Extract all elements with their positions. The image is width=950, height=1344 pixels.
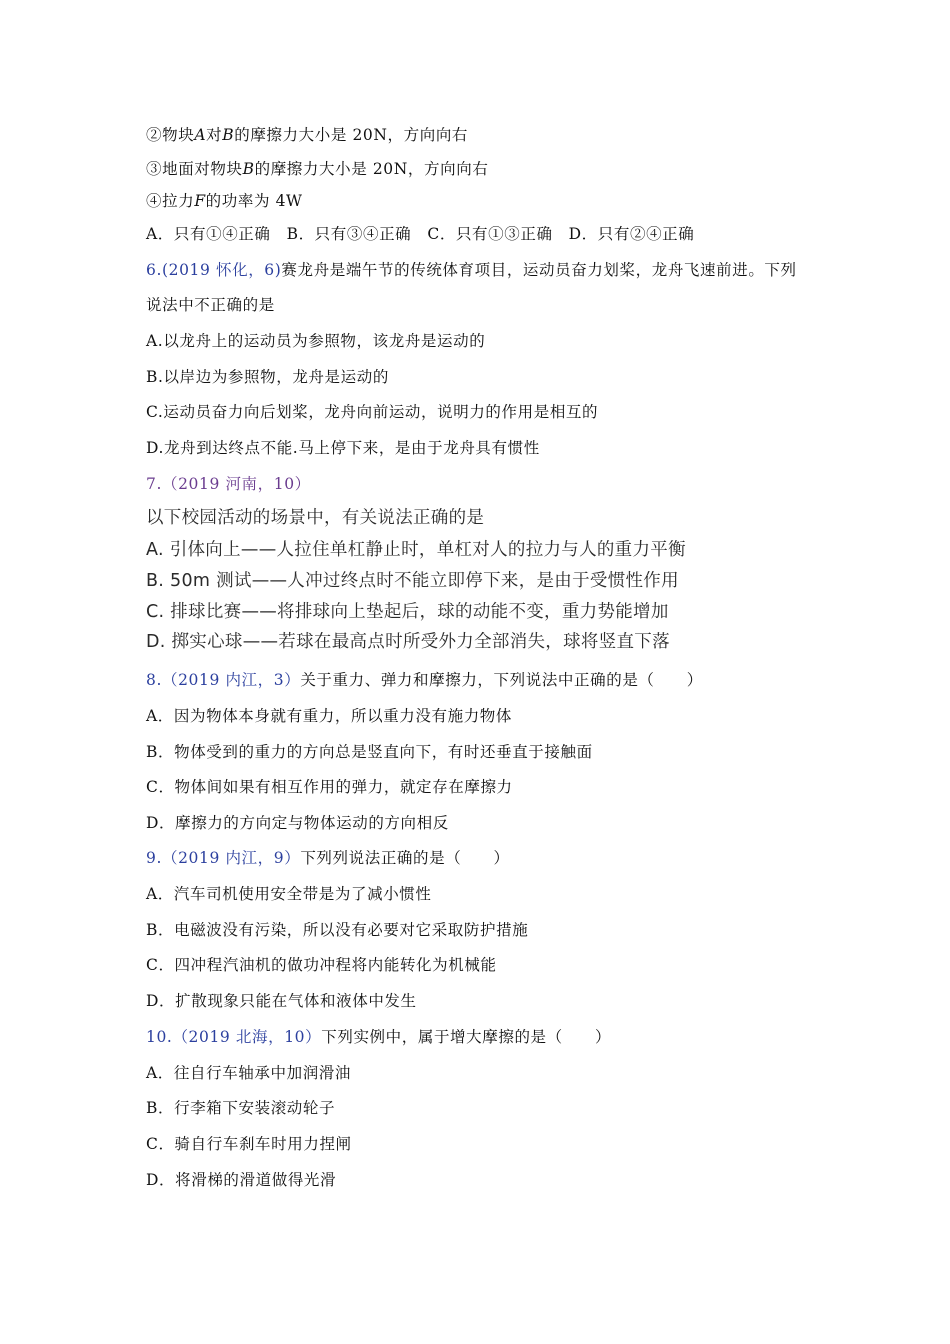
question-9-source-tag: 9.（2019 内江，9）: [146, 849, 301, 867]
question-8-option-a: A．因为物体本身就有重力，所以重力没有施力物体: [146, 707, 512, 725]
question-8-source-tag: 8.（2019 内江，3）: [146, 671, 301, 689]
statement-4: [146, 190, 303, 212]
question-7-source-tag: 7.（2019 河南，10）: [146, 475, 311, 493]
question-9-option-b: B．电磁波没有污染，所以没有必要对它采取防护措施: [146, 921, 529, 939]
question-9-stem: [146, 847, 510, 869]
question-6-option-a: A.以龙舟上的运动员为参照物，该龙舟是运动的: [146, 332, 486, 350]
variable-f: F: [194, 192, 206, 210]
question-7-option-b: B. 50m 测试——人冲过终点时不能立即停下来，是由于受惯性作用: [146, 571, 679, 591]
statement-3-text-end: 的摩擦力大小是 20N，方向向右: [254, 160, 489, 178]
question-10-stem: [146, 1026, 611, 1048]
variable-b: B: [242, 160, 255, 178]
question-7-option-d: D. 掷实心球——若球在最高点时所受外力全部消失，球将竖直下落: [146, 632, 670, 652]
question-8-option-c: C．物体间如果有相互作用的弹力，就定存在摩擦力: [146, 778, 513, 796]
statement-3-text: ③地面对物块: [146, 160, 243, 178]
question-10-option-c: C．骑自行车刹车时用力捏闸: [146, 1135, 352, 1153]
statement-2-text: ②物块: [146, 126, 195, 144]
question-7-option-a: A. 引体向上——人拉住单杠静止时，单杠对人的拉力与人的重力平衡: [146, 540, 686, 560]
question-8-option-b: B．物体受到的重力的方向总是竖直向下，有时还垂直于接触面: [146, 743, 593, 761]
question-8-stem: [146, 669, 703, 691]
statement-2-text-mid: 对: [206, 126, 223, 144]
answer-choices: A．只有①④正确 B．只有③④正确 C．只有①③正确 D．只有②④正确: [146, 225, 695, 243]
question-9-option-d: D．扩散现象只能在气体和液体中发生: [146, 992, 417, 1010]
question-8-stem-text: 关于重力、弹力和摩擦力，下列说法中正确的是（ ）: [300, 671, 703, 689]
question-10-option-a: A．往自行车轴承中加润滑油: [146, 1064, 351, 1082]
variable-a: A: [194, 126, 207, 144]
question-7-scanned-image: [146, 506, 726, 656]
question-10-stem-text: 下列实例中，属于增大摩擦的是（ ）: [321, 1028, 612, 1046]
question-6-option-d: D.龙舟到达终点不能.马上停下来，是由于龙舟具有惯性: [146, 439, 540, 457]
question-6-stem: [146, 259, 797, 281]
question-6-source-tag: 6.(2019 怀化，6): [146, 261, 282, 279]
question-9-option-a: A．汽车司机使用安全带是为了减小惯性: [146, 885, 432, 903]
question-6-stem-text: 赛龙舟是端午节的传统体育项目，运动员奋力划桨，龙舟飞速前进。下列: [281, 261, 797, 279]
statement-2-text-end: 的摩擦力大小是 20N，方向向右: [234, 126, 469, 144]
statement-2: [146, 124, 468, 146]
statement-4-text: ④拉力: [146, 192, 195, 210]
statement-4-text-end: 的功率为 4W: [205, 192, 303, 210]
question-8-option-d: D．摩擦力的方向定与物体运动的方向相反: [146, 814, 449, 832]
question-6-option-c: C.运动员奋力向后划桨，龙舟向前运动，说明力的作用是相互的: [146, 403, 599, 421]
question-6-option-b: B.以岸边为参照物，龙舟是运动的: [146, 368, 389, 386]
question-10-option-b: B．行李箱下安装滚动轮子: [146, 1099, 336, 1117]
question-6-stem-cont: 说法中不正确的是: [146, 296, 275, 314]
question-7-option-c: C. 排球比赛——将排球向上垫起后，球的动能不变，重力势能增加: [146, 602, 669, 622]
question-7-stem: 以下校园活动的场景中，有关说法正确的是: [146, 508, 485, 528]
question-10-option-d: D．将滑梯的滑道做得光滑: [146, 1171, 337, 1189]
question-7-header: [146, 473, 311, 495]
variable-b: B: [222, 126, 235, 144]
question-9-option-c: C．四冲程汽油机的做功冲程将内能转化为机械能: [146, 956, 497, 974]
question-10-source-tag: 10.（2019 北海，10）: [146, 1028, 322, 1046]
statement-3: [146, 158, 488, 180]
question-9-stem-text: 下列列说法正确的是（ ）: [300, 849, 510, 867]
